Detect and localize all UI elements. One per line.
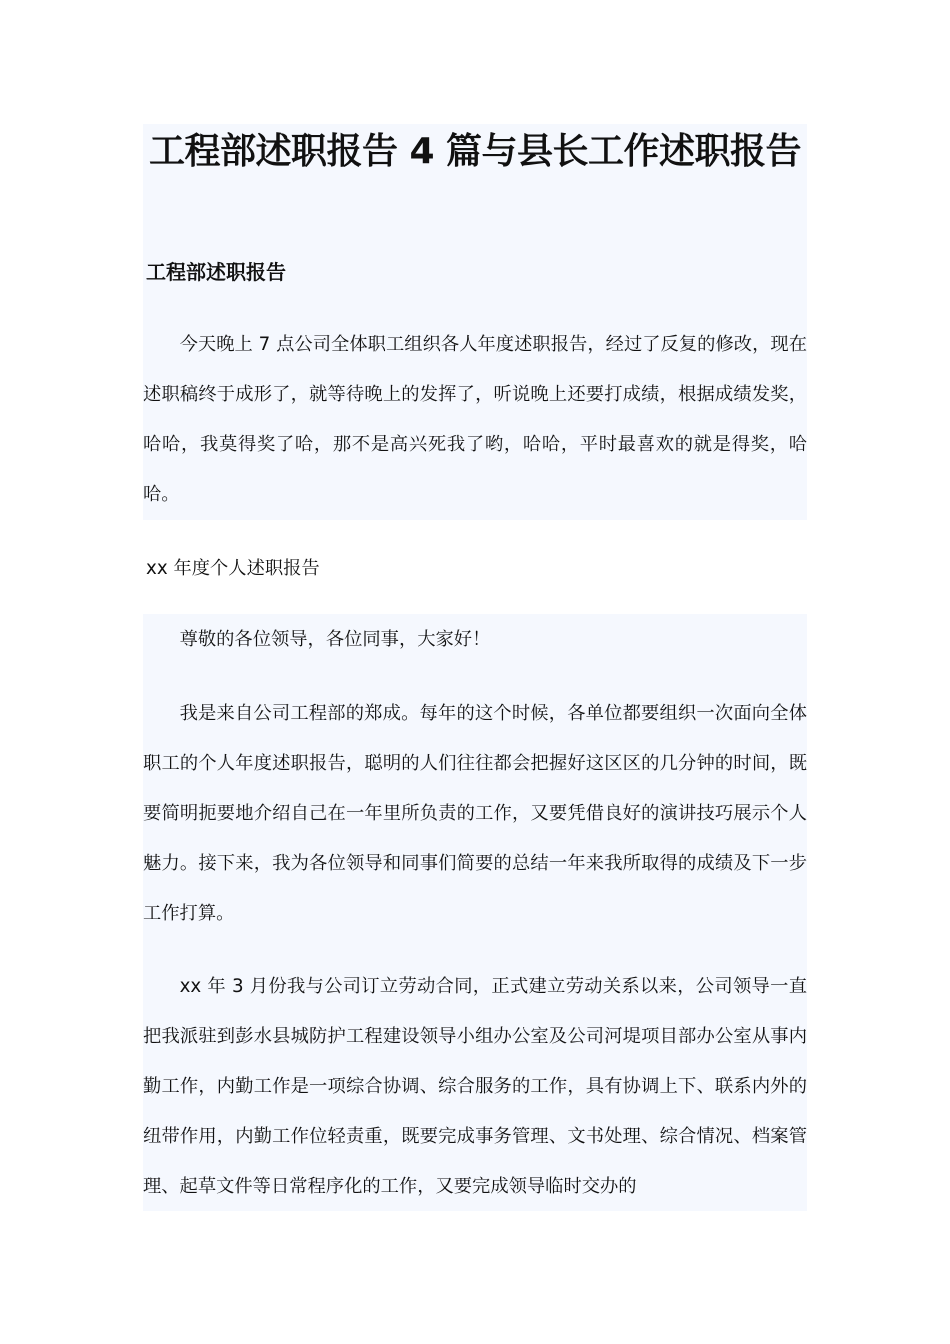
section-heading: 工程部述职报告 [146, 260, 286, 284]
paragraph: 我是来自公司工程部的郑成。每年的这个时候，各单位都要组织一次面向全体职工的个人年度述职报告，聪明的人们往往都会把握好这区区的几分钟的时间，既要简明扼要地介绍自己在一年里所负责的工作，又要凭借良好的演讲技巧展示个人魅力。接下来，我为各位领导和同事们简要的总结一年来我所取得的成绩及下一步工作打算。 [143, 703, 807, 924]
paragraph: xx 年 3 月份我与公司订立劳动合同，正式建立劳动关系以来，公司领导一直把我派驻到彭水县城防护工程建设领导小组办公室及公司河堤项目部办公室从事内勤工作，内勤工作是一项综合协调、综合服务的工作，具有协调上下、联系内外的纽带作用，内勤工作位轻责重，既要完成事务管理、文书处理、综合情况、档案管理、起草文件等日常程序化的工作，又要完成领导临时交办的 [143, 976, 807, 1197]
greeting-paragraph: 尊敬的各位领导，各位同事，大家好！ [179, 629, 491, 650]
subheading-line: xx 年度个人述职报告 [146, 558, 320, 579]
document-title: 工程部述职报告 4 篇与县长工作述职报告 [148, 131, 802, 172]
paragraph: 今天晚上 7 点公司全体职工组织各人年度述职报告，经过了反复的修改，现在述职稿终于成形了，就等待晚上的发挥了，听说晚上还要打成绩，根据成绩发奖，哈哈，我莫得奖了哈，那不是高兴死我了哟，哈哈，平时最喜欢的就是得奖，哈哈。 [143, 334, 807, 505]
